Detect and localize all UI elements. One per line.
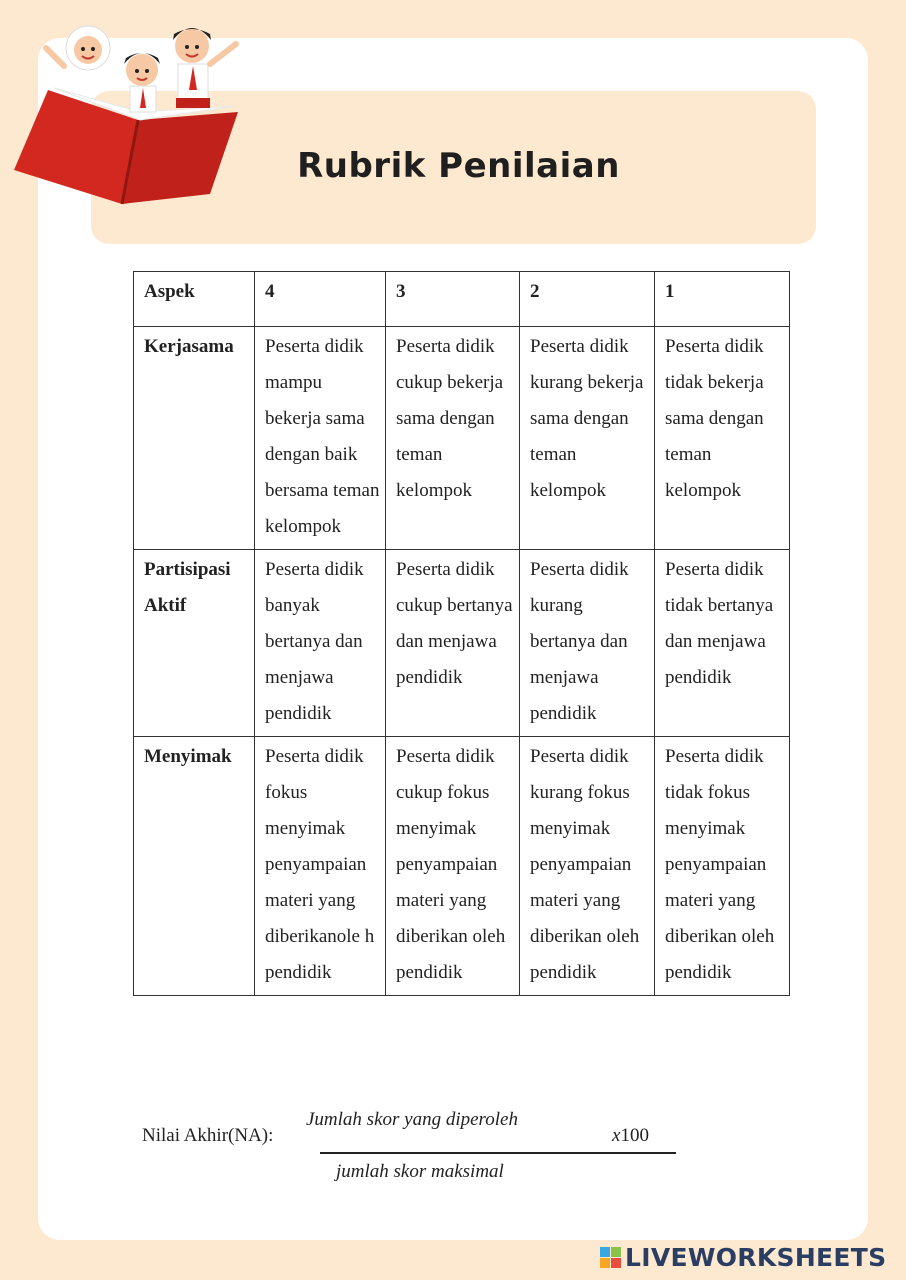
header-score-1: 1 <box>655 272 790 327</box>
criterion-cell: Peserta didik banyak bertanya dan menjawa pendidik <box>255 550 386 737</box>
criterion-cell: Peserta didik kurang bertanya dan menjawa pendidik <box>520 550 655 737</box>
aspect-partisipasi-aktif: Partisipasi Aktif <box>134 550 255 737</box>
criterion-cell: Peserta didik kurang bekerja sama dengan teman kelompok <box>520 327 655 550</box>
brand-name: LIVEWORKSHEETS <box>625 1243 887 1272</box>
criterion-cell: Peserta didik cukup bertanya dan menjawa pendidik <box>386 550 520 737</box>
header-score-3: 3 <box>386 272 520 327</box>
criterion-cell: Peserta didik fokus menyimak penyampaian materi yang diberikanole h pendidik <box>255 737 386 996</box>
table-row <box>134 550 790 737</box>
formula-label: Nilai Akhir(NA): <box>142 1125 274 1146</box>
page-title: Rubrik Penilaian <box>297 146 620 186</box>
criterion-cell: Peserta didik cukup fokus menyimak penyampaian materi yang diberikan oleh pendidik <box>386 737 520 996</box>
criterion-cell: Peserta didik mampu bekerja sama dengan baik bersama teman kelompok <box>255 327 386 550</box>
multiplier-value: 100 <box>620 1125 649 1146</box>
table-row <box>134 737 790 996</box>
formula-numerator: Jumlah skor yang diperoleh <box>306 1109 518 1130</box>
liveworksheets-branding[interactable] <box>600 1243 886 1273</box>
criterion-cell: Peserta didik cukup bekerja sama dengan teman kelompok <box>386 327 520 550</box>
final-score-formula <box>142 1105 702 1195</box>
header-score-4: 4 <box>255 272 386 327</box>
formula-multiplier <box>612 1125 649 1147</box>
criterion-cell: Peserta didik tidak fokus menyimak penyampaian materi yang diberikan oleh pendidik <box>655 737 790 996</box>
header-score-2: 2 <box>520 272 655 327</box>
multiplier-symbol: x <box>612 1125 621 1146</box>
aspect-kerjasama: Kerjasama <box>134 327 255 550</box>
formula-denominator: jumlah skor maksimal <box>336 1161 504 1182</box>
criterion-cell: Peserta didik tidak bertanya dan menjawa pendidik <box>655 550 790 737</box>
table-row <box>134 327 790 550</box>
fraction-bar <box>320 1152 676 1154</box>
header-aspect: Aspek <box>134 272 255 327</box>
rubric-table <box>133 271 790 996</box>
criterion-cell: Peserta didik kurang fokus menyimak penyampaian materi yang diberikan oleh pendidik <box>520 737 655 996</box>
rubric-header-row <box>134 272 790 327</box>
aspect-menyimak: Menyimak <box>134 737 255 996</box>
liveworksheets-logo-icon <box>600 1247 621 1268</box>
criterion-cell: Peserta didik tidak bekerja sama dengan teman kelompok <box>655 327 790 550</box>
